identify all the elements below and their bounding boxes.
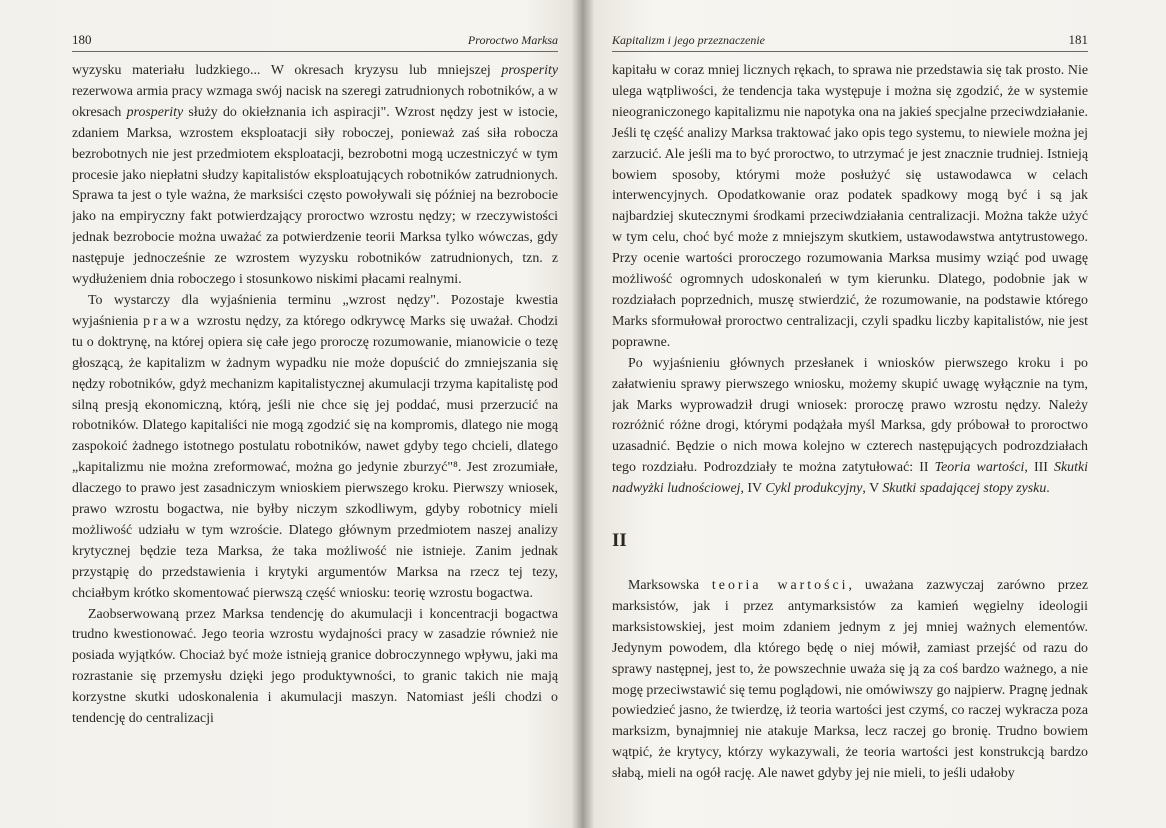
spaced-text: teoria wartości — [711, 578, 849, 594]
paragraph — [612, 576, 1088, 785]
running-head-left — [72, 32, 558, 52]
text-run: , III — [1024, 460, 1055, 476]
page-number-left: 180 — [72, 32, 92, 47]
italic-text: Skutki nadwyżki ludnościowej — [612, 460, 1088, 497]
left-body — [72, 61, 558, 730]
italic-text: Cykl produkcyjny — [765, 481, 863, 497]
left-page — [72, 32, 558, 822]
text-run: Zaobserwowaną przez Marksa tendencję do akumulacji i koncentracji bogactwa trudno kwestionować. Jego teoria wzrostu wydajności pracy w zasadzie również nie posiada wyjątków. Chociaż być może istnieją granice dobroczynnego wpływu, jaki ma rozrastanie się przemysłu dzięki jego produktywności, to granic takich nie mają korzystne skutki udoskonalenia i akumulacji maszyn. Natomiast jeśli chodzi o tendencję do centralizacji — [72, 606, 558, 727]
text-run: , uważana zazwyczaj zarówno przez marksistów, jak i przez antymarksistów za kamień węgielny ideologii marksistowskiej, jest moim zdaniem jednym z jej mniej ważnych elementów. Jedynym powodem, dla którego będę o niej mówił, zamiast przejść od razu do sprawy następnej, jest to, że powszechnie uważa się ją za coś bardzo ważnego, a nie mogę przeciwstawić się temu poglądowi, nie omówiwszy go najpierw. Pragnę jednak powiedzieć jasno, że twierdzę, iż teoria wartości jest czymś, co raczej wykracza poza marksizm, bynajmniej nie atakuje Marksa, lecz raczej go bronię. Trudno bowiem wątpić, że krytycy, którzy wykazywali, że teoria wartości jest konstrukcją bardzo słabą, mieli na ogół rację. Ale nawet gdyby jej nie mieli, to jeśli udałoby — [612, 578, 1088, 782]
right-body-top — [612, 61, 1088, 500]
running-title-right: Kapitalizm i jego przeznaczenie — [612, 33, 765, 47]
text-run: Po wyjaśnieniu głównych przesłanek i wniosków pierwszego kroku i po załatwieniu sprawy pierwszego wniosku, możemy skupić uwagę wyłącznie na tym, jak Marks wyprowadził drugi wniosek: proroczę prawo wzrostu nędzy. Należy rozróżnić różne drogi, którymi podążała myśl Marksa, gdy próbował to proroctwo uzasadnić. Będzie o nich mowa kolejno w czterech następujących podrozdziałach tego rozdziału. Podrozdziały te można zatytułować: II — [612, 355, 1088, 476]
right-body-bottom — [612, 576, 1088, 785]
italic-text: prosperity — [501, 63, 558, 78]
text-run: Marksowska — [628, 578, 712, 594]
text-run: kapitału w coraz mniej licznych rękach, to sprawa nie przedstawia się tak prosto. Nie ulega wątpliwości, że tendencja taka występuje i można się zgodzić, że w systemie nieograniczonego kapitalizmu nie napotyka ona na jakieś specjalne przeciwdziałanie. Jeśli tę część analizy Marksa traktować jako opis tego systemu, to niewiele można jej zarzucić. Ale jeśli ma to być proroctwo, to utrzymać je jest znacznie trudniej. Istnieją bowiem sposoby, którymi może posłużyć się ustawodawca w celach interwencyjnych. Opodatkowanie oraz podatek spadkowy mogą być i są jak najbardziej skutecznymi środkami przeciwdziałania centralizacji. Można także użyć w tym celu, choć być może z mniejszym skutkiem, ustawodawstwa antytrustowego. Przy ocenie wartości proroczego rozumowania Marksa musimy wziąć pod uwagę możliwość ogromnych udoskonaleń w tym kierunku. Dlatego, podobnie jak w rozdziałach poprzednich, muszę stwierdzić, że rozumowanie, na podstawie którego Marks sformułował proroctwo centralizacji, czyli spadku liczby kapitalistów, nie jest poprawne. — [612, 63, 1088, 350]
right-page — [612, 32, 1088, 822]
running-head-right — [612, 32, 1088, 52]
text-run: wyzysku materiału ludzkiego... W okresach kryzysu lub mniejszej — [72, 63, 502, 78]
running-title-left: Proroctwo Marksa — [467, 33, 558, 47]
text-run: , IV — [740, 481, 766, 497]
text-run: rezerwowa armia pracy wzmaga swój nacisk na szeregi zatrudnionych robotników, a w okresach — [72, 83, 558, 120]
italic-text: prosperity — [126, 104, 184, 120]
paragraph — [612, 354, 1088, 500]
section-heading: II — [612, 530, 627, 552]
paragraph — [72, 61, 558, 291]
paragraph — [72, 605, 558, 730]
text-run: . — [1046, 481, 1050, 497]
italic-text: Teoria wartości — [934, 460, 1025, 476]
page-number-right: 181 — [1068, 32, 1088, 47]
text-run: , V — [862, 481, 883, 497]
italic-text: Skutki spadającej stopy zysku — [882, 481, 1047, 497]
text-run: To wystarczy dla wyjaśnienia terminu „wzrost nędzy". Pozostaje kwestia wyjaśnienia — [72, 292, 558, 329]
text-run: służy do okiełznania ich aspiracji". Wzrost nędzy jest w istocie, zdaniem Marksa, wzrostem eksploatacji siły roboczej, ponieważ zaś siła robocza bezrobotnych nie jest przedmiotem eksploatacji, bezrobotni mogą uczestniczyć w tym procesie jako niepłatni słudzy kapitalistów eksploatujących robotników zatrudnionych. Sprawa ta jest o tyle ważna, że marksiści często powoływali się później na bezrobocie jako na empiryczny fakt potwierdzający proroctwo wzrostu nędzy; w rzeczywistości jednak bezrobocie można uważać za potwierdzenie teorii Marksa tylko wówczas, gdy następuje jednocześnie ze wzrostem wyzysku robotników zatrudnionych, tzn. z wydłużeniem dnia roboczego i stosunkowo niskimi płacami realnymi. — [72, 104, 558, 288]
spaced-text: prawa — [143, 313, 193, 329]
paragraph — [612, 61, 1088, 354]
text-run: wzrostu nędzy, za którego odkrywcę Marks się uważał. Chodzi tu o doktrynę, na której opiera się całe jego proroczę rozumowanie, mianowicie o tezę głoszącą, że kapitalizm w żadnym wypadku nie może dopuścić do zmniejszania się nędzy robotników, gdyż mechanizm kapitalistycznej akumulacji trzyma kapitalistę pod silną presją ekonomiczną, którą, jeśli nie chce się jej poddać, musi przerzucić na robotników. Dlatego kapitaliści nie mogą zgodzić się na kompromis, dlatego nie mogą zaspokoić żadnego istotnego postulatu robotników, nawet gdyby tego chcieli, dlatego „kapitalizmu nie można zreformować, można go jedynie zburzyć"⁸. Jest zrozumiałe, dlaczego to prawo jest zasadniczym wnioskiem pierwszego kroku. Pierwszy wniosek, prawo wzrostu bogactwa, nie byłby niczym szkodliwym, gdyby robotnicy mieli możliwość udziału w tym wzroście. Dlatego głównym przedmiotem naszej analizy krytycznej będzie teza Marksa, że taka możliwość nie istnieje. Zanim jednak przystąpię do przedstawienia i krytyki argumentów Marksa na rzecz tej tezy, chciałbym krótko skomentować pierwszą część wniosku: teorię wzrostu bogactwa. — [72, 313, 558, 601]
paragraph — [72, 291, 558, 605]
